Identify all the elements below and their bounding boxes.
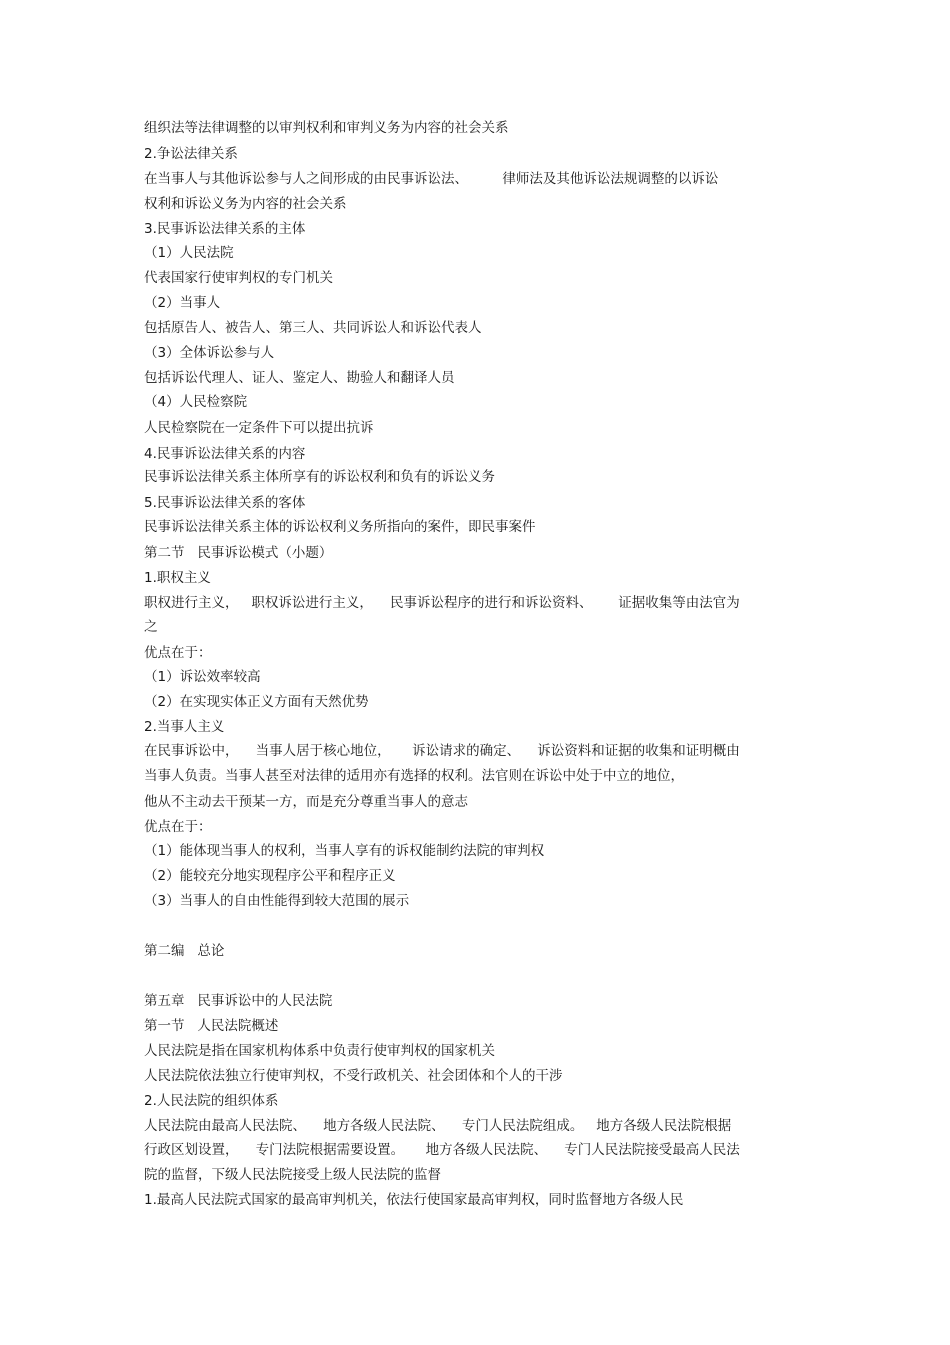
text-line: 代表国家行使审判权的专门机关 <box>144 270 333 286</box>
text-line: 包括诉讼代理人、证人、鉴定人、勘验人和翻译人员 <box>144 370 455 386</box>
section-heading: 第一节 人民法院概述 <box>144 1018 279 1034</box>
section-heading: 3.民事诉讼法律关系的主体 <box>144 221 306 237</box>
text-line: 组织法等法律调整的以审判权利和审判义务为内容的社会关系 <box>144 120 509 136</box>
section-heading: 1.职权主义 <box>144 570 211 586</box>
text-line: 人民法院依法独立行使审判权，不受行政机关、社会团体和个人的干涉 <box>144 1068 563 1084</box>
list-item: （1）诉讼效率较高 <box>144 669 261 685</box>
text-line: 之 <box>144 619 158 635</box>
part-heading: 第二编 总论 <box>144 943 225 959</box>
list-item: （2）当事人 <box>144 295 221 311</box>
text-line: 院的监督，下级人民法院接受上级人民法院的监督 <box>144 1167 441 1183</box>
section-heading: 2.争讼法律关系 <box>144 146 238 162</box>
chapter-heading: 第五章 民事诉讼中的人民法院 <box>144 993 333 1009</box>
text-line: 民事诉讼法律关系主体的诉讼权利义务所指向的案件，即民事案件 <box>144 519 536 535</box>
list-item: （1）人民法院 <box>144 245 234 261</box>
list-item: （4）人民检察院 <box>144 394 248 410</box>
text-line: 行政区划设置， 专门法院根据需要设置。 地方各级人民法院、 专门人民法院接受最高人民法 <box>144 1142 740 1158</box>
list-item: （2）在实现实体正义方面有天然优势 <box>144 694 369 710</box>
text-line: 当事人负责。当事人甚至对法律的适用亦有选择的权利。法官则在诉讼中处于中立的地位， <box>144 768 684 784</box>
text-line: 包括原告人、被告人、第三人、共同诉讼人和诉讼代表人 <box>144 320 482 336</box>
text-line: 优点在于： <box>144 645 212 661</box>
text-line: 1.最高人民法院式国家的最高审判机关，依法行使国家最高审判权，同时监督地方各级人民 <box>144 1192 684 1208</box>
section-heading: 2.人民法院的组织体系 <box>144 1093 279 1109</box>
text-line: 在当事人与其他诉讼参与人之间形成的由民事诉讼法、 律师法及其他诉讼法规调整的以诉讼 <box>144 171 719 187</box>
section-heading: 4.民事诉讼法律关系的内容 <box>144 446 306 462</box>
section-heading: 2.当事人主义 <box>144 719 225 735</box>
list-item: （2）能较充分地实现程序公平和程序正义 <box>144 868 396 884</box>
section-heading: 第二节 民事诉讼模式（小题） <box>144 545 333 561</box>
list-item: （3）全体诉讼参与人 <box>144 345 275 361</box>
text-line: 在民事诉讼中， 当事人居于核心地位， 诉讼请求的确定、 诉讼资料和证据的收集和证明概由 <box>144 743 740 759</box>
text-line: 权利和诉讼义务为内容的社会关系 <box>144 196 347 212</box>
text-line: 人民检察院在一定条件下可以提出抗诉 <box>144 420 374 436</box>
text-line: 职权进行主义， 职权诉讼进行主义， 民事诉讼程序的进行和诉讼资料、 证据收集等由法官为 <box>144 595 740 611</box>
text-line: 优点在于： <box>144 819 212 835</box>
section-heading: 5.民事诉讼法律关系的客体 <box>144 495 306 511</box>
text-line: 人民法院是指在国家机构体系中负责行使审判权的国家机关 <box>144 1043 495 1059</box>
list-item: （3）当事人的自由性能得到较大范围的展示 <box>144 893 410 909</box>
list-item: （1）能体现当事人的权利，当事人享有的诉权能制约法院的审判权 <box>144 843 545 859</box>
text-line: 民事诉讼法律关系主体所享有的诉讼权利和负有的诉讼义务 <box>144 469 495 485</box>
text-line: 人民法院由最高人民法院、 地方各级人民法院、 专门人民法院组成。 地方各级人民法院根据 <box>144 1118 732 1134</box>
text-line: 他从不主动去干预某一方，而是充分尊重当事人的意志 <box>144 794 468 810</box>
